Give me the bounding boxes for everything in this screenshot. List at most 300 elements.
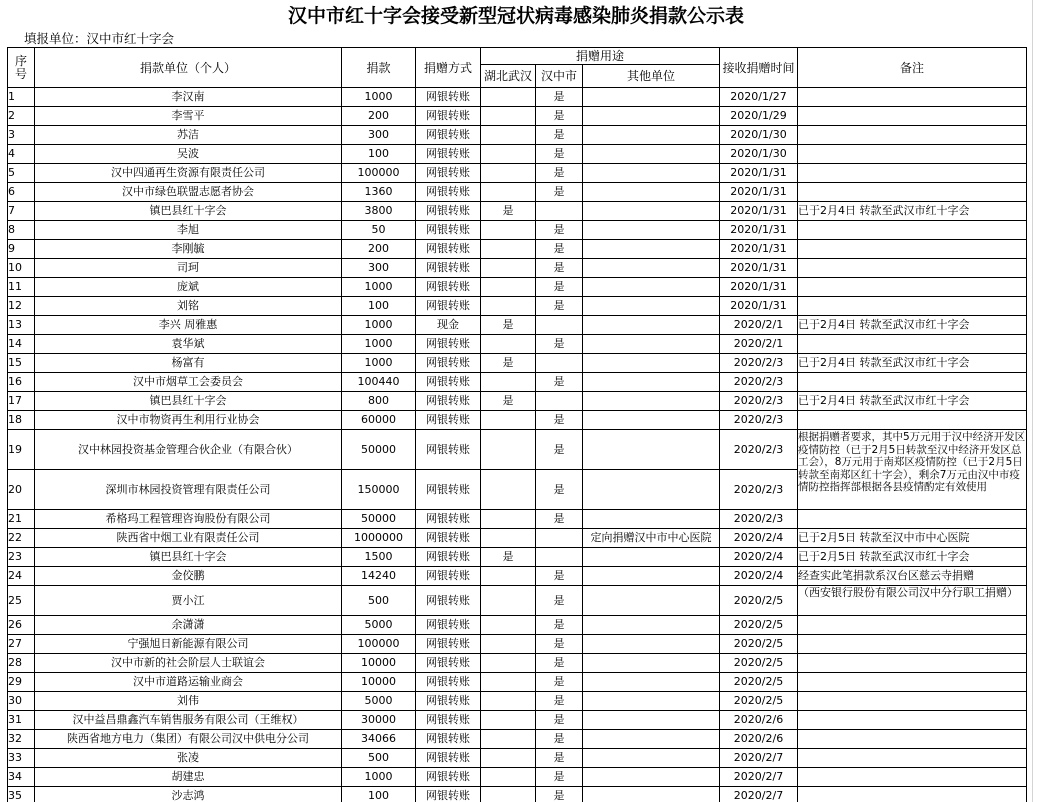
purpose-wuhan (481, 768, 536, 787)
purpose-other (583, 635, 720, 654)
table-row (8, 768, 1027, 787)
note (798, 411, 1027, 430)
row-no: 1 (8, 88, 35, 107)
purpose-other (583, 470, 720, 510)
table-row (8, 673, 1027, 692)
receive-date: 2020/2/3 (720, 430, 798, 470)
donation-amount: 1000000 (342, 529, 416, 548)
donation-amount: 10000 (342, 673, 416, 692)
donation-method: 网银转账 (416, 529, 481, 548)
table-row (8, 354, 1027, 373)
purpose-wuhan (481, 411, 536, 430)
donation-method: 网银转账 (416, 335, 481, 354)
purpose-other (583, 692, 720, 711)
donor-name: 汉中林园投资基金管理合伙企业（有限合伙） (35, 430, 342, 470)
receive-date: 2020/2/7 (720, 749, 798, 768)
header-date: 接收捐赠时间 (720, 48, 798, 88)
purpose-wuhan (481, 183, 536, 202)
purpose-wuhan (481, 259, 536, 278)
note (798, 654, 1027, 673)
donation-method: 网银转账 (416, 373, 481, 392)
purpose-other (583, 548, 720, 567)
receive-date: 2020/2/3 (720, 373, 798, 392)
donation-method: 网银转账 (416, 470, 481, 510)
receive-date: 2020/1/31 (720, 183, 798, 202)
table-row (8, 145, 1027, 164)
note (798, 711, 1027, 730)
table-row (8, 529, 1027, 548)
purpose-wuhan (481, 711, 536, 730)
donation-amount: 60000 (342, 411, 416, 430)
purpose-wuhan: 是 (481, 392, 536, 411)
purpose-hanzhong (536, 548, 583, 567)
purpose-wuhan (481, 297, 536, 316)
purpose-other (583, 202, 720, 221)
receive-date: 2020/1/29 (720, 107, 798, 126)
note (798, 88, 1027, 107)
receive-date: 2020/1/30 (720, 145, 798, 164)
note (798, 145, 1027, 164)
row-no: 25 (8, 586, 35, 616)
table-row (8, 373, 1027, 392)
header-purpose: 捐赠用途 (481, 48, 720, 65)
note (798, 259, 1027, 278)
donation-method: 网银转账 (416, 107, 481, 126)
donor-name: 苏洁 (35, 126, 342, 145)
donor-name: 镇巴县红十字会 (35, 548, 342, 567)
note (798, 373, 1027, 392)
purpose-hanzhong: 是 (536, 259, 583, 278)
note (798, 335, 1027, 354)
row-no: 14 (8, 335, 35, 354)
donation-method: 网银转账 (416, 768, 481, 787)
table-row (8, 88, 1027, 107)
purpose-other (583, 335, 720, 354)
table-row (8, 316, 1027, 335)
donation-amount: 30000 (342, 711, 416, 730)
table-row (8, 392, 1027, 411)
purpose-hanzhong: 是 (536, 373, 583, 392)
purpose-wuhan (481, 635, 536, 654)
purpose-hanzhong: 是 (536, 183, 583, 202)
donation-amount: 14240 (342, 567, 416, 586)
row-no: 17 (8, 392, 35, 411)
purpose-wuhan: 是 (481, 316, 536, 335)
purpose-other (583, 430, 720, 470)
purpose-hanzhong: 是 (536, 510, 583, 529)
note: （西安银行股份有限公司汉中分行职工捐赠） (798, 586, 1027, 616)
row-no: 22 (8, 529, 35, 548)
donation-method: 网银转账 (416, 240, 481, 259)
table-row (8, 616, 1027, 635)
purpose-other (583, 221, 720, 240)
donor-name: 李汉南 (35, 88, 342, 107)
donation-amount: 200 (342, 107, 416, 126)
note (798, 126, 1027, 145)
donor-name: 胡建忠 (35, 768, 342, 787)
purpose-other (583, 654, 720, 673)
donor-name: 司珂 (35, 259, 342, 278)
purpose-other (583, 586, 720, 616)
donation-method: 网银转账 (416, 692, 481, 711)
table-row (8, 787, 1027, 802)
donor-name: 汉中市新的社会阶层人士联谊会 (35, 654, 342, 673)
purpose-wuhan (481, 529, 536, 548)
purpose-hanzhong: 是 (536, 567, 583, 586)
row-no: 21 (8, 510, 35, 529)
donation-amount: 100440 (342, 373, 416, 392)
purpose-wuhan (481, 373, 536, 392)
donation-method: 网银转账 (416, 164, 481, 183)
donation-method: 网银转账 (416, 567, 481, 586)
purpose-other (583, 392, 720, 411)
donor-name: 汉中市物资再生利用行业协会 (35, 411, 342, 430)
donation-method: 网银转账 (416, 635, 481, 654)
table-row (8, 126, 1027, 145)
purpose-wuhan (481, 787, 536, 802)
receive-date: 2020/2/5 (720, 673, 798, 692)
purpose-hanzhong: 是 (536, 145, 583, 164)
table-row (8, 730, 1027, 749)
receive-date: 2020/2/5 (720, 654, 798, 673)
purpose-other (583, 787, 720, 802)
donation-amount: 3800 (342, 202, 416, 221)
donor-name: 张凌 (35, 749, 342, 768)
purpose-other (583, 278, 720, 297)
header-row (8, 48, 1027, 65)
sheet-gutter (1032, 0, 1039, 802)
row-no: 3 (8, 126, 35, 145)
purpose-other (583, 616, 720, 635)
donation-method: 网银转账 (416, 586, 481, 616)
purpose-other (583, 164, 720, 183)
donation-method: 网银转账 (416, 510, 481, 529)
donor-name: 汉中市绿色联盟志愿者协会 (35, 183, 342, 202)
donation-amount: 300 (342, 126, 416, 145)
table-row (8, 430, 1027, 470)
receive-date: 2020/2/5 (720, 692, 798, 711)
purpose-other (583, 316, 720, 335)
note (798, 673, 1027, 692)
table-row (8, 202, 1027, 221)
donation-amount: 300 (342, 259, 416, 278)
donor-name: 李刚毓 (35, 240, 342, 259)
purpose-hanzhong: 是 (536, 673, 583, 692)
donor-name: 希格玛工程管理咨询股份有限公司 (35, 510, 342, 529)
donor-name: 深圳市林园投资管理有限责任公司 (35, 470, 342, 510)
note: 已于2月4日 转款至武汉市红十字会 (798, 392, 1027, 411)
donor-name: 李兴 周雅惠 (35, 316, 342, 335)
donor-name: 汉中市烟草工会委员会 (35, 373, 342, 392)
receive-date: 2020/2/7 (720, 787, 798, 802)
row-no: 5 (8, 164, 35, 183)
donation-amount: 500 (342, 586, 416, 616)
purpose-hanzhong: 是 (536, 164, 583, 183)
donation-method: 网银转账 (416, 749, 481, 768)
table-row (8, 749, 1027, 768)
donation-method: 网银转账 (416, 126, 481, 145)
note (798, 787, 1027, 802)
unit-label: 填报单位：汉中市红十字会 (24, 31, 175, 46)
donor-name: 庞斌 (35, 278, 342, 297)
header-wuhan: 湖北武汉 (481, 65, 536, 88)
purpose-hanzhong: 是 (536, 711, 583, 730)
purpose-hanzhong: 是 (536, 692, 583, 711)
purpose-other (583, 107, 720, 126)
purpose-wuhan (481, 616, 536, 635)
purpose-hanzhong: 是 (536, 411, 583, 430)
donation-amount: 5000 (342, 692, 416, 711)
receive-date: 2020/2/7 (720, 768, 798, 787)
donor-name: 汉中益昌鼎鑫汽车销售服务有限公司（王维权） (35, 711, 342, 730)
donation-amount: 1000 (342, 278, 416, 297)
row-no: 34 (8, 768, 35, 787)
purpose-hanzhong: 是 (536, 470, 583, 510)
row-no: 33 (8, 749, 35, 768)
donation-amount: 100 (342, 297, 416, 316)
donor-name: 杨富有 (35, 354, 342, 373)
donation-method: 网银转账 (416, 278, 481, 297)
purpose-other (583, 88, 720, 107)
purpose-wuhan: 是 (481, 354, 536, 373)
donor-name: 宁强旭日新能源有限公司 (35, 635, 342, 654)
donor-name: 金佼鹏 (35, 567, 342, 586)
row-no: 8 (8, 221, 35, 240)
row-no: 2 (8, 107, 35, 126)
row-no: 24 (8, 567, 35, 586)
table-row (8, 411, 1027, 430)
row-no: 4 (8, 145, 35, 164)
row-no: 35 (8, 787, 35, 802)
purpose-hanzhong: 是 (536, 297, 583, 316)
note (798, 692, 1027, 711)
receive-date: 2020/1/31 (720, 164, 798, 183)
receive-date: 2020/2/4 (720, 529, 798, 548)
purpose-other (583, 354, 720, 373)
donation-method: 网银转账 (416, 730, 481, 749)
note (798, 768, 1027, 787)
table-row (8, 259, 1027, 278)
donation-amount: 100 (342, 145, 416, 164)
receive-date: 2020/2/5 (720, 586, 798, 616)
donor-name: 镇巴县红十字会 (35, 392, 342, 411)
donation-method: 网银转账 (416, 183, 481, 202)
donation-method: 网银转账 (416, 392, 481, 411)
note (798, 510, 1027, 529)
purpose-wuhan (481, 88, 536, 107)
receive-date: 2020/2/6 (720, 730, 798, 749)
donor-name: 汉中四通再生资源有限责任公司 (35, 164, 342, 183)
table-row (8, 278, 1027, 297)
purpose-wuhan (481, 470, 536, 510)
receive-date: 2020/1/31 (720, 221, 798, 240)
note (798, 749, 1027, 768)
donation-method: 网银转账 (416, 354, 481, 373)
purpose-wuhan (481, 240, 536, 259)
note: 已于2月4日 转款至武汉市红十字会 (798, 354, 1027, 373)
receive-date: 2020/1/31 (720, 278, 798, 297)
purpose-hanzhong (536, 316, 583, 335)
table-row (8, 711, 1027, 730)
donation-amount: 10000 (342, 654, 416, 673)
donation-amount: 1000 (342, 335, 416, 354)
table-row (8, 107, 1027, 126)
note (798, 616, 1027, 635)
table-row (8, 692, 1027, 711)
purpose-hanzhong: 是 (536, 616, 583, 635)
table-row (8, 567, 1027, 586)
purpose-hanzhong: 是 (536, 430, 583, 470)
purpose-hanzhong: 是 (536, 240, 583, 259)
donation-method: 网银转账 (416, 787, 481, 802)
note (798, 278, 1027, 297)
receive-date: 2020/2/3 (720, 392, 798, 411)
receive-date: 2020/1/31 (720, 202, 798, 221)
row-no: 29 (8, 673, 35, 692)
row-no: 11 (8, 278, 35, 297)
purpose-hanzhong (536, 354, 583, 373)
receive-date: 2020/1/31 (720, 240, 798, 259)
purpose-other: 定向捐赠汉中市中心医院 (583, 529, 720, 548)
purpose-hanzhong: 是 (536, 654, 583, 673)
donation-amount: 1000 (342, 768, 416, 787)
purpose-wuhan (481, 673, 536, 692)
donation-method: 网银转账 (416, 654, 481, 673)
purpose-wuhan (481, 749, 536, 768)
purpose-wuhan (481, 107, 536, 126)
purpose-wuhan (481, 567, 536, 586)
donor-name: 余潇潇 (35, 616, 342, 635)
header-other: 其他单位 (583, 65, 720, 88)
purpose-wuhan (481, 730, 536, 749)
donation-amount: 34066 (342, 730, 416, 749)
donation-amount: 1360 (342, 183, 416, 202)
row-no: 9 (8, 240, 35, 259)
purpose-wuhan (481, 510, 536, 529)
page-title: 汉中市红十字会接受新型冠状病毒感染肺炎捐款公示表 (287, 5, 744, 27)
donation-method: 网银转账 (416, 411, 481, 430)
note (798, 221, 1027, 240)
purpose-hanzhong: 是 (536, 730, 583, 749)
note: 已于2月4日 转款至武汉市红十字会 (798, 202, 1027, 221)
row-no: 27 (8, 635, 35, 654)
donation-method: 网银转账 (416, 145, 481, 164)
header-no-label: 序 号 (14, 53, 27, 81)
purpose-other (583, 510, 720, 529)
table-row (8, 183, 1027, 202)
purpose-wuhan: 是 (481, 548, 536, 567)
donation-amount: 100000 (342, 635, 416, 654)
note (798, 164, 1027, 183)
purpose-other (583, 183, 720, 202)
table-row (8, 510, 1027, 529)
header-amount: 捐款 (342, 48, 416, 88)
donor-name: 袁华斌 (35, 335, 342, 354)
donation-amount: 50000 (342, 510, 416, 529)
row-no: 31 (8, 711, 35, 730)
purpose-other (583, 259, 720, 278)
purpose-other (583, 126, 720, 145)
purpose-hanzhong (536, 392, 583, 411)
receive-date: 2020/2/3 (720, 470, 798, 510)
table-row (8, 586, 1027, 616)
donation-amount: 50000 (342, 430, 416, 470)
purpose-other (583, 711, 720, 730)
donor-name: 刘伟 (35, 692, 342, 711)
receive-date: 2020/2/4 (720, 548, 798, 567)
donor-name: 陕西省地方电力（集团）有限公司汉中供电分公司 (35, 730, 342, 749)
purpose-other (583, 411, 720, 430)
receive-date: 2020/1/30 (720, 126, 798, 145)
table-row (8, 635, 1027, 654)
note: 已于2月5日 转款至汉中市中心医院 (798, 529, 1027, 548)
row-no: 18 (8, 411, 35, 430)
purpose-hanzhong: 是 (536, 749, 583, 768)
donation-method: 网银转账 (416, 711, 481, 730)
row-no: 19 (8, 430, 35, 470)
purpose-other (583, 373, 720, 392)
table-row (8, 654, 1027, 673)
note-merged: 根据捐赠者要求，其中5万元用于汉中经济开发区疫情防控（已于2月5日转款至汉中经济开发区总工会），8万元用于南郑区疫情防控（已于2月5日转款至南郑区红十字会），剩余7万元由汉中市疫情防控指挥部根据各县疫情酌定有效使用 (798, 430, 1027, 510)
donor-name: 沙志鸿 (35, 787, 342, 802)
donation-amount: 5000 (342, 616, 416, 635)
donation-table (7, 47, 1027, 802)
purpose-wuhan (481, 278, 536, 297)
table-row (8, 297, 1027, 316)
note: 已于2月4日 转款至武汉市红十字会 (798, 316, 1027, 335)
purpose-hanzhong: 是 (536, 126, 583, 145)
purpose-hanzhong: 是 (536, 88, 583, 107)
row-no: 13 (8, 316, 35, 335)
purpose-wuhan (481, 430, 536, 470)
donation-amount: 100000 (342, 164, 416, 183)
donation-method: 网银转账 (416, 259, 481, 278)
note (798, 297, 1027, 316)
receive-date: 2020/2/6 (720, 711, 798, 730)
purpose-hanzhong: 是 (536, 768, 583, 787)
purpose-wuhan (481, 654, 536, 673)
table-row (8, 335, 1027, 354)
purpose-other (583, 240, 720, 259)
row-no: 28 (8, 654, 35, 673)
purpose-hanzhong: 是 (536, 586, 583, 616)
receive-date: 2020/1/27 (720, 88, 798, 107)
table-row (8, 240, 1027, 259)
row-no: 32 (8, 730, 35, 749)
donor-name: 汉中市道路运输业商会 (35, 673, 342, 692)
donation-amount: 100 (342, 787, 416, 802)
row-no: 12 (8, 297, 35, 316)
note (798, 730, 1027, 749)
purpose-hanzhong (536, 529, 583, 548)
row-no: 26 (8, 616, 35, 635)
donation-amount: 1000 (342, 88, 416, 107)
donation-amount: 1500 (342, 548, 416, 567)
purpose-wuhan: 是 (481, 202, 536, 221)
note (798, 107, 1027, 126)
purpose-hanzhong: 是 (536, 787, 583, 802)
receive-date: 2020/2/1 (720, 335, 798, 354)
row-no: 23 (8, 548, 35, 567)
note: 已于2月5日 转款至武汉市红十字会 (798, 548, 1027, 567)
note (798, 240, 1027, 259)
header-donor: 捐款单位（个人） (35, 48, 342, 88)
receive-date: 2020/1/31 (720, 297, 798, 316)
purpose-other (583, 749, 720, 768)
receive-date: 2020/2/3 (720, 411, 798, 430)
donation-amount: 500 (342, 749, 416, 768)
donor-name: 李旭 (35, 221, 342, 240)
